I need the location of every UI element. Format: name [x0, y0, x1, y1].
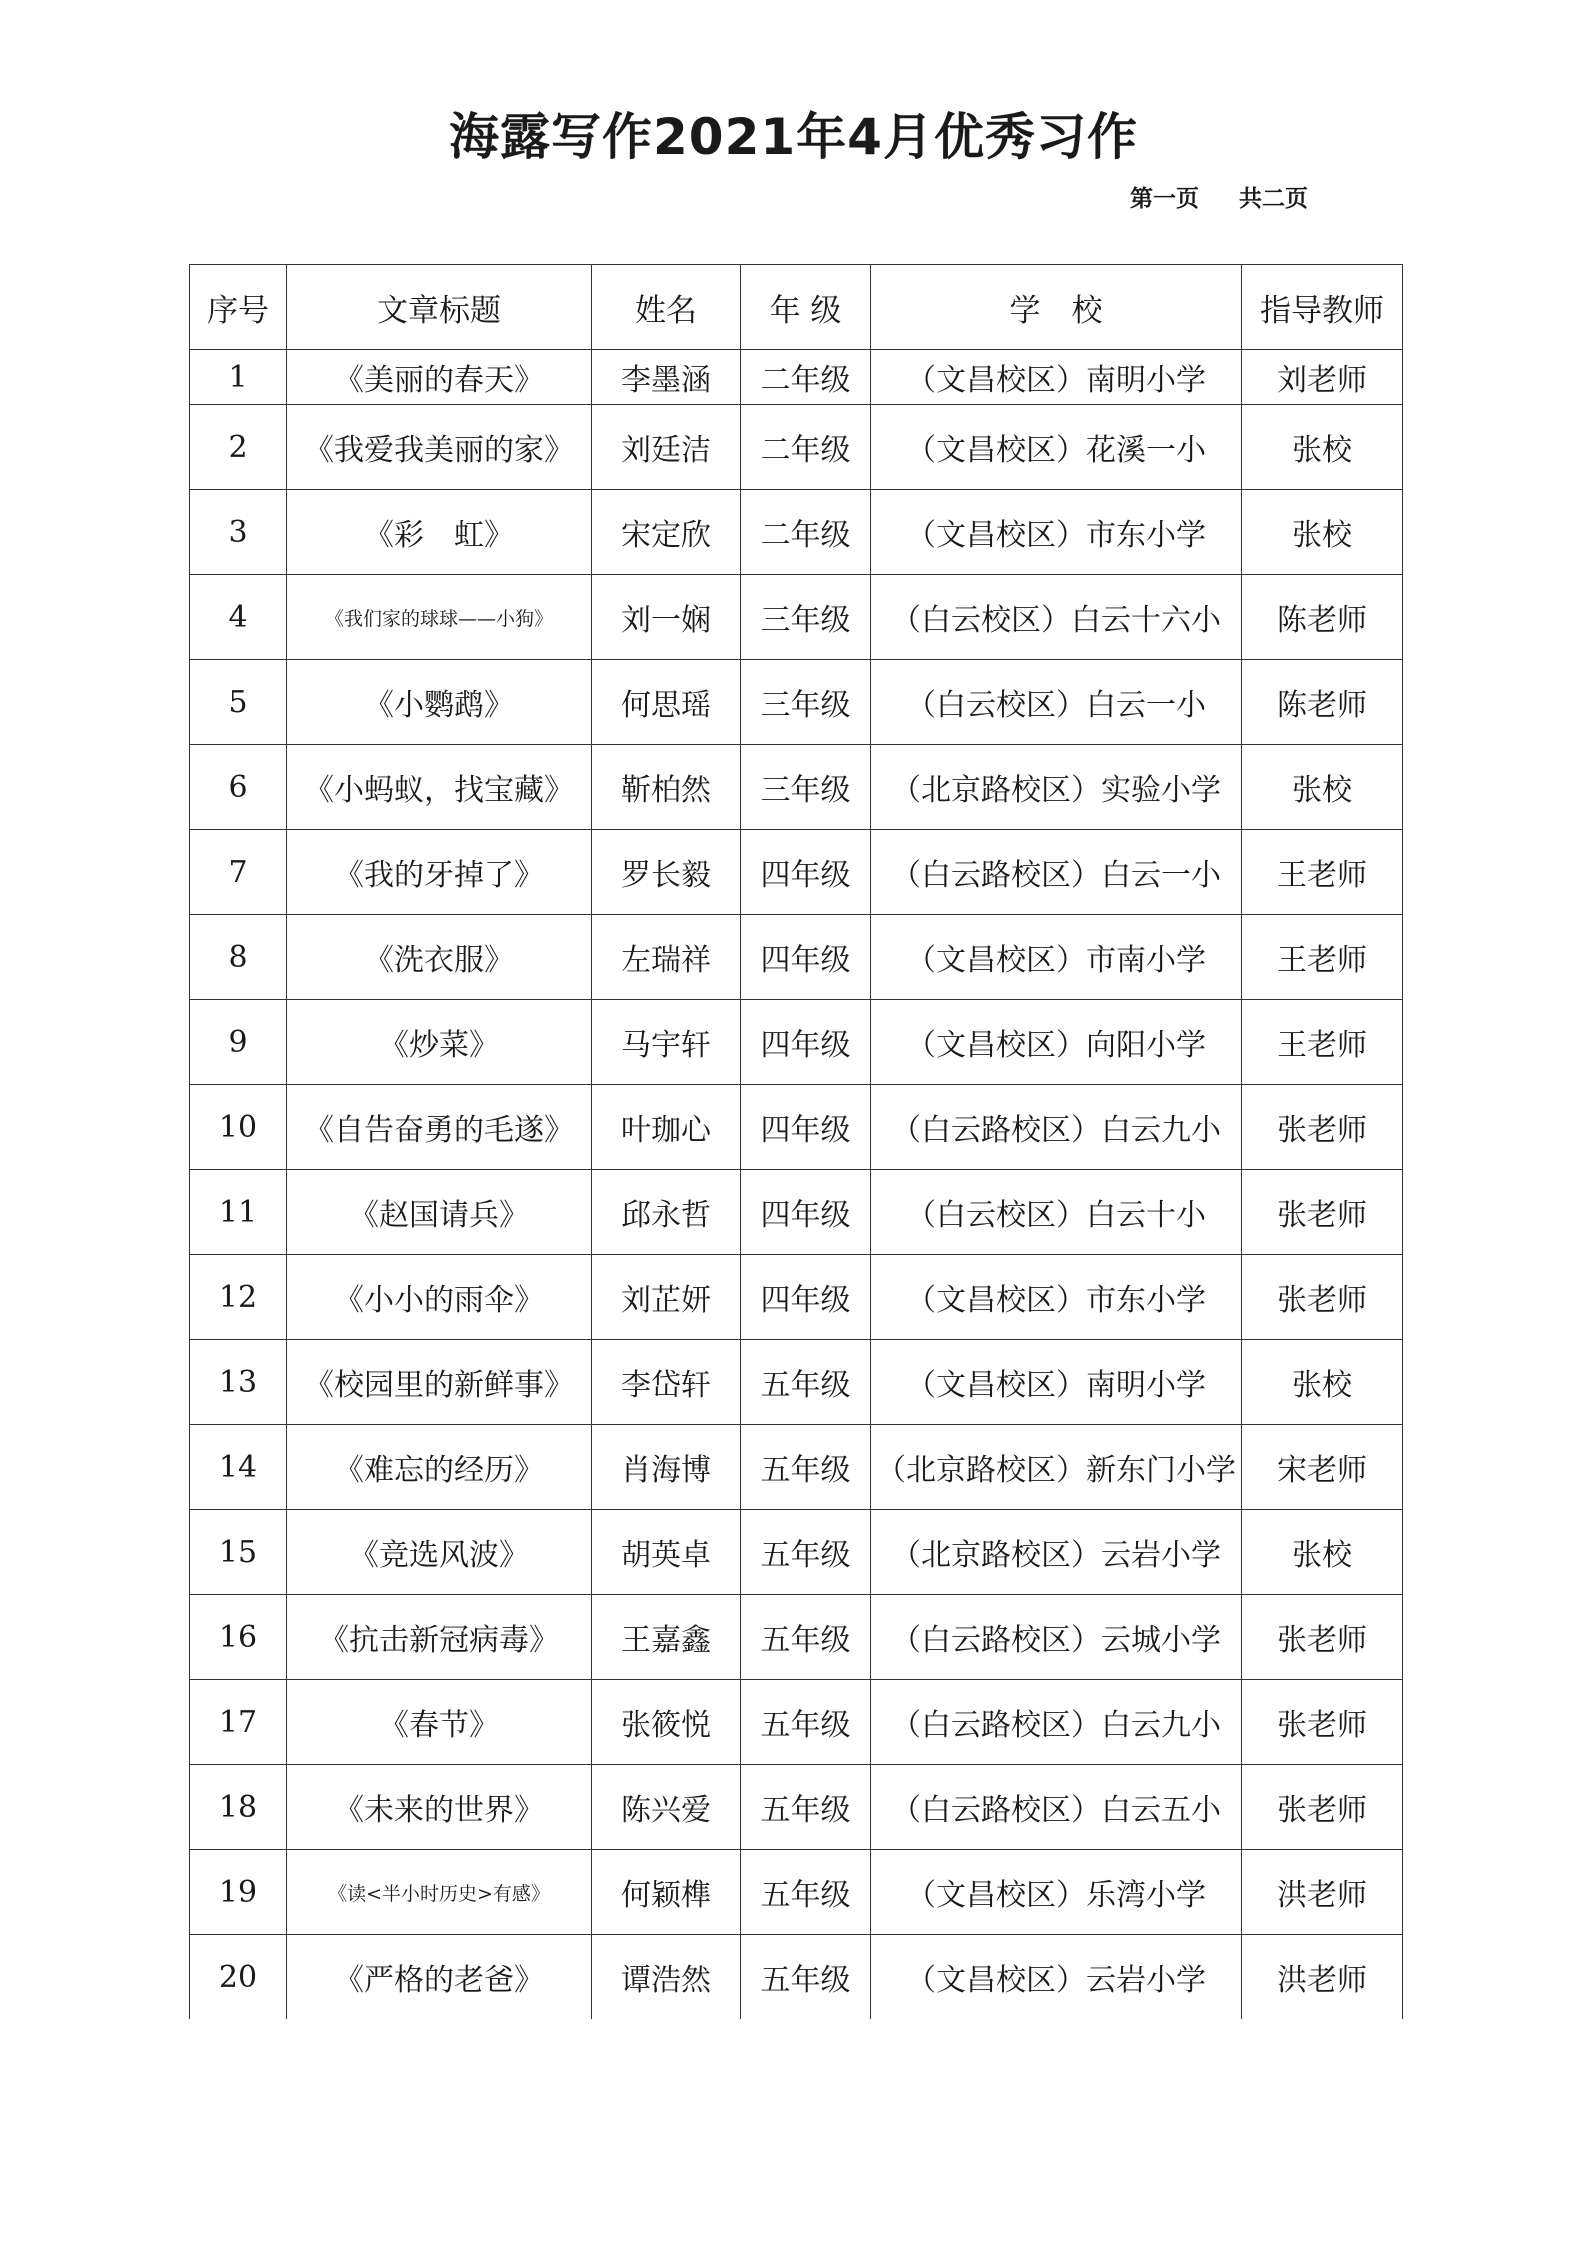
cell-number: 15	[190, 1510, 287, 1595]
table-row	[190, 1000, 1403, 1085]
page-current: 第一页	[1130, 186, 1199, 212]
cell-name: 左瑞祥	[592, 915, 741, 1000]
cell-name: 陈兴爱	[592, 1765, 741, 1850]
cell-teacher: 刘老师	[1242, 350, 1403, 405]
cell-name: 胡英卓	[592, 1510, 741, 1595]
cell-school: （文昌校区）市东小学	[871, 1255, 1242, 1340]
cell-name: 刘廷洁	[592, 405, 741, 490]
cell-school: （北京路校区）实验小学	[871, 745, 1242, 830]
cell-number: 14	[190, 1425, 287, 1510]
header-title: 文章标题	[287, 265, 592, 350]
cell-school: （北京路校区）云岩小学	[871, 1510, 1242, 1595]
cell-title: 《炒菜》	[287, 1000, 592, 1085]
header-name: 姓名	[592, 265, 741, 350]
header-school: 学 校	[871, 265, 1242, 350]
essay-award-table	[189, 264, 1403, 2019]
table-row	[190, 1765, 1403, 1850]
cell-title: 《小鹦鹉》	[287, 660, 592, 745]
cell-title: 《我们家的球球——小狗》	[287, 575, 592, 660]
cell-name: 罗长毅	[592, 830, 741, 915]
header-number: 序号	[190, 265, 287, 350]
cell-number: 18	[190, 1765, 287, 1850]
cell-teacher: 张校	[1242, 405, 1403, 490]
cell-name: 刘一娴	[592, 575, 741, 660]
table-row	[190, 1425, 1403, 1510]
cell-grade: 五年级	[741, 1595, 871, 1680]
cell-teacher: 王老师	[1242, 915, 1403, 1000]
cell-grade: 五年级	[741, 1680, 871, 1765]
cell-name: 刘芷妍	[592, 1255, 741, 1340]
table-row	[190, 1255, 1403, 1340]
cell-school: （白云路校区）云城小学	[871, 1595, 1242, 1680]
cell-school: （文昌校区）花溪一小	[871, 405, 1242, 490]
cell-title: 《彩 虹》	[287, 490, 592, 575]
table-row	[190, 405, 1403, 490]
cell-name: 马宇轩	[592, 1000, 741, 1085]
page-total: 共二页	[1239, 186, 1308, 212]
cell-grade: 五年级	[741, 1425, 871, 1510]
table-row	[190, 490, 1403, 575]
cell-grade: 二年级	[741, 350, 871, 405]
cell-teacher: 洪老师	[1242, 1935, 1403, 2020]
cell-school: （白云路校区）白云一小	[871, 830, 1242, 915]
cell-number: 16	[190, 1595, 287, 1680]
table-row	[190, 350, 1403, 405]
cell-grade: 三年级	[741, 660, 871, 745]
table-row	[190, 1085, 1403, 1170]
cell-school: （白云校区）白云一小	[871, 660, 1242, 745]
cell-number: 3	[190, 490, 287, 575]
cell-school: （白云路校区）白云五小	[871, 1765, 1242, 1850]
cell-grade: 四年级	[741, 915, 871, 1000]
cell-teacher: 张校	[1242, 490, 1403, 575]
cell-grade: 五年级	[741, 1340, 871, 1425]
cell-number: 6	[190, 745, 287, 830]
cell-number: 11	[190, 1170, 287, 1255]
cell-number: 2	[190, 405, 287, 490]
cell-name: 谭浩然	[592, 1935, 741, 2020]
cell-name: 张筱悦	[592, 1680, 741, 1765]
cell-title: 《抗击新冠病毒》	[287, 1595, 592, 1680]
cell-title: 《未来的世界》	[287, 1765, 592, 1850]
cell-title: 《校园里的新鲜事》	[287, 1340, 592, 1425]
cell-teacher: 张老师	[1242, 1085, 1403, 1170]
cell-number: 9	[190, 1000, 287, 1085]
table-row	[190, 745, 1403, 830]
cell-title: 《小蚂蚁，找宝藏》	[287, 745, 592, 830]
table-header-row	[190, 265, 1403, 350]
cell-grade: 四年级	[741, 1000, 871, 1085]
cell-number: 19	[190, 1850, 287, 1935]
document-title: 海露写作2021年4月优秀习作	[449, 108, 1138, 166]
cell-title: 《赵国请兵》	[287, 1170, 592, 1255]
cell-teacher: 陈老师	[1242, 575, 1403, 660]
cell-number: 17	[190, 1680, 287, 1765]
cell-teacher: 张老师	[1242, 1680, 1403, 1765]
table-row	[190, 830, 1403, 915]
cell-grade: 五年级	[741, 1510, 871, 1595]
cell-teacher: 洪老师	[1242, 1850, 1403, 1935]
table-row	[190, 1935, 1403, 2020]
cell-school: （文昌校区）市南小学	[871, 915, 1242, 1000]
cell-school: （白云校区）白云十小	[871, 1170, 1242, 1255]
cell-teacher: 张校	[1242, 1510, 1403, 1595]
cell-school: （北京路校区）新东门小学	[871, 1425, 1242, 1510]
cell-grade: 五年级	[741, 1850, 871, 1935]
cell-title: 《美丽的春天》	[287, 350, 592, 405]
cell-teacher: 张老师	[1242, 1255, 1403, 1340]
cell-number: 12	[190, 1255, 287, 1340]
cell-grade: 五年级	[741, 1935, 871, 2020]
cell-number: 20	[190, 1935, 287, 2020]
table-row	[190, 575, 1403, 660]
cell-number: 8	[190, 915, 287, 1000]
cell-school: （白云路校区）白云九小	[871, 1680, 1242, 1765]
cell-teacher: 陈老师	[1242, 660, 1403, 745]
cell-teacher: 张老师	[1242, 1595, 1403, 1680]
table-row	[190, 1850, 1403, 1935]
cell-title: 《春节》	[287, 1680, 592, 1765]
cell-teacher: 张老师	[1242, 1170, 1403, 1255]
cell-title: 《严格的老爸》	[287, 1935, 592, 2020]
cell-title: 《难忘的经历》	[287, 1425, 592, 1510]
cell-school: （文昌校区）市东小学	[871, 490, 1242, 575]
cell-title: 《自告奋勇的毛遂》	[287, 1085, 592, 1170]
cell-grade: 三年级	[741, 575, 871, 660]
table-row	[190, 660, 1403, 745]
cell-name: 王嘉鑫	[592, 1595, 741, 1680]
cell-name: 李墨涵	[592, 350, 741, 405]
table-body	[190, 350, 1403, 2020]
cell-grade: 四年级	[741, 1085, 871, 1170]
cell-number: 7	[190, 830, 287, 915]
cell-teacher: 王老师	[1242, 1000, 1403, 1085]
cell-title: 《竞选风波》	[287, 1510, 592, 1595]
cell-school: （文昌校区）南明小学	[871, 1340, 1242, 1425]
table-row	[190, 1595, 1403, 1680]
cell-name: 肖海博	[592, 1425, 741, 1510]
table-row	[190, 1340, 1403, 1425]
cell-name: 何思瑶	[592, 660, 741, 745]
page-indicator	[1130, 184, 1308, 214]
table-row	[190, 1680, 1403, 1765]
cell-name: 靳柏然	[592, 745, 741, 830]
header-grade: 年 级	[741, 265, 871, 350]
cell-teacher: 张校	[1242, 1340, 1403, 1425]
cell-title: 《读<半小时历史>有感》	[287, 1850, 592, 1935]
table-row	[190, 1510, 1403, 1595]
cell-name: 李岱轩	[592, 1340, 741, 1425]
cell-school: （白云校区）白云十六小	[871, 575, 1242, 660]
cell-school: （文昌校区）云岩小学	[871, 1935, 1242, 2020]
cell-title: 《洗衣服》	[287, 915, 592, 1000]
cell-title: 《我的牙掉了》	[287, 830, 592, 915]
header-teacher: 指导教师	[1242, 265, 1403, 350]
table-row	[190, 915, 1403, 1000]
cell-teacher: 王老师	[1242, 830, 1403, 915]
cell-number: 10	[190, 1085, 287, 1170]
cell-number: 13	[190, 1340, 287, 1425]
table-row	[190, 1170, 1403, 1255]
cell-name: 叶珈心	[592, 1085, 741, 1170]
cell-teacher: 张老师	[1242, 1765, 1403, 1850]
cell-grade: 二年级	[741, 405, 871, 490]
cell-name: 何颖榫	[592, 1850, 741, 1935]
cell-school: （白云路校区）白云九小	[871, 1085, 1242, 1170]
cell-number: 5	[190, 660, 287, 745]
cell-grade: 四年级	[741, 830, 871, 915]
cell-grade: 四年级	[741, 1170, 871, 1255]
cell-number: 4	[190, 575, 287, 660]
cell-grade: 二年级	[741, 490, 871, 575]
cell-teacher: 宋老师	[1242, 1425, 1403, 1510]
cell-number: 1	[190, 350, 287, 405]
cell-name: 邱永哲	[592, 1170, 741, 1255]
cell-grade: 五年级	[741, 1765, 871, 1850]
cell-school: （文昌校区）南明小学	[871, 350, 1242, 405]
cell-school: （文昌校区）乐湾小学	[871, 1850, 1242, 1935]
cell-title: 《我爱我美丽的家》	[287, 405, 592, 490]
cell-title: 《小小的雨伞》	[287, 1255, 592, 1340]
cell-grade: 三年级	[741, 745, 871, 830]
cell-name: 宋定欣	[592, 490, 741, 575]
cell-grade: 四年级	[741, 1255, 871, 1340]
cell-school: （文昌校区）向阳小学	[871, 1000, 1242, 1085]
cell-teacher: 张校	[1242, 745, 1403, 830]
